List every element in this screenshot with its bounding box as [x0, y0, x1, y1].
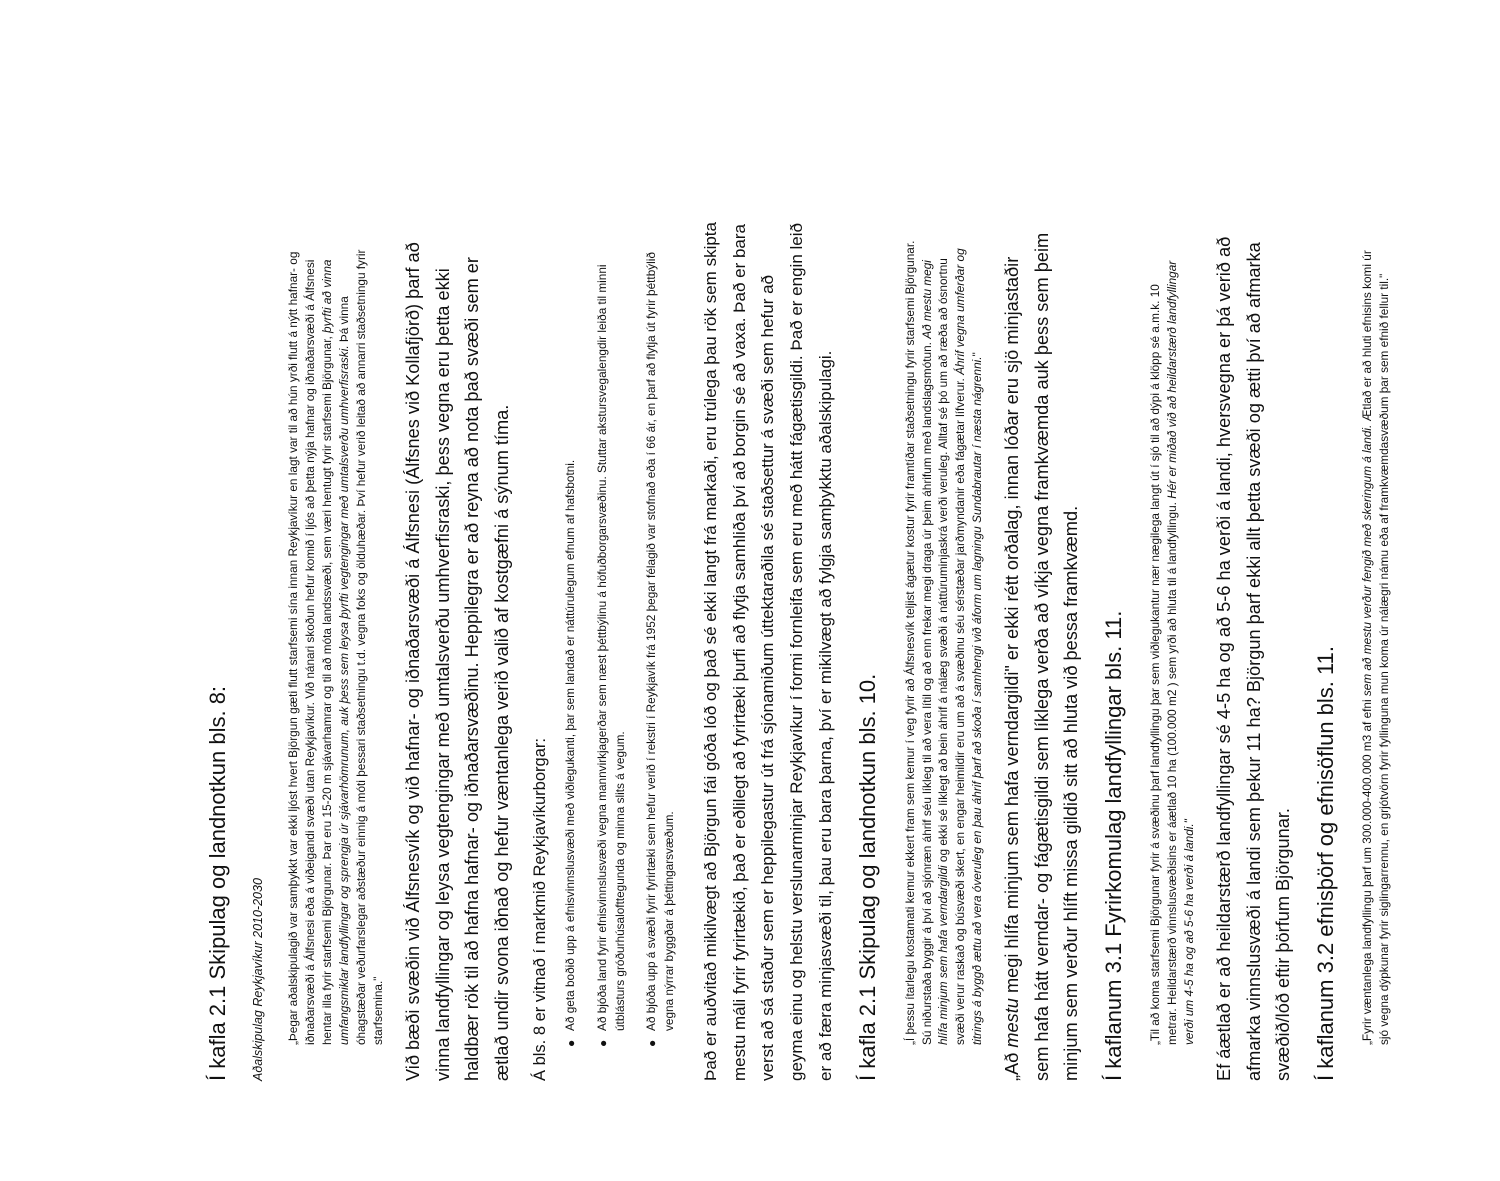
goals-bullet-list	[562, 221, 678, 1081]
body-paragraph-markmid: Á bls. 8 er vitnað í markmið Reykjavíkurborgar:	[531, 737, 550, 1081]
paragraph-emphasis: mestu	[1002, 997, 1023, 1048]
quote-text: "	[970, 351, 985, 356]
rotated-page-content	[100, 181, 1400, 1181]
bullet-text: Að geta boðið upp á efnisvinnslusvæði með viðlegukanti, þar sem landað er náttúrulegum efnum af hafsbotni.	[563, 459, 578, 1031]
source-citation: Aðalskipulag Reykjavíkur 2010-2030	[251, 877, 266, 1081]
body-paragraph-bjorgun-lod: Það er auðvitað mikilvægt að Björgun fái góða lóð og það sé ekki langt frá markaði, eru trúlega þau rök sem skipta mestu máli fyrir fyrirtækið, það er eðlilegt að fyrirtæki þurfi að flytja samhliða því að borgin sé að vaxa. Það er bara verst að sá staður sem er heppilegastur út frá sjónamiðum úttektaraðila sé staðsettur á svæði sem hefur að geyma einu og helstu verslunarminjar Reykjavíkur í formi fornleifa sem eru með hátt fágætisgildi. Það er engin leið er að færa minjasvæði til, þau eru bara þarna, því er mikilvægt að fylgja samþykktu aðalskipulagi.	[700, 221, 836, 1081]
block-quote-adalskipulag	[285, 221, 387, 1081]
bullet-icon: ●	[645, 1039, 660, 1047]
body-paragraph-minjar	[998, 221, 1086, 1081]
paragraph-text: „Að	[1002, 1047, 1023, 1081]
quote-emphasis: Hér er miðað við að heildarstærð landfyllingar verði um 4-5 ha og að 5-6 ha verði á landi."	[1165, 260, 1197, 1045]
bullet-icon: ●	[564, 1039, 579, 1047]
bullet-text: Að bjóða upp á svæði fyrir fyrirtæki sem hefur verið í rekstri í Reykjavík frá 1952 þegar félagið var stofnað eða í 66 ár, en þarf að flytja út fyrir þéttbýlið vegna nýrrar byggðar á þéttingarsvæðum.	[644, 251, 676, 1031]
bullet-item	[643, 221, 678, 1081]
bullet-item	[594, 221, 629, 1081]
quote-emphasis: Áhrif vegna umferðar og titrings á byggð ættu að vera óveruleg en þau áhrif þarf að skoða í samhengi við áform um lagningu Sundabrautar í næsta nágrenni.	[953, 247, 985, 1045]
section-heading-landfylling: Í kaflanum 3.1 Fyrirkomulag landfyllingar bls. 11.	[1100, 610, 1126, 1081]
body-paragraph-heildarstaerd: Ef áætlað er að heildarstærð landfyllingar sé 4-5 ha og að 5-6 ha verði á landi, hversvegna er þá verið að afmarka vinnslusvæði á landi sem þekur 11 ha? Björgun þarf ekki allt þetta svæði og ætti því að afmarka svæðið/lóð eftir þörfum Björgunar.	[1214, 236, 1294, 1081]
quote-text: „Fyrir væntanlega landfyllingu þarf um 300.000-400.000 m3 af efni	[1360, 695, 1375, 1045]
body-paragraph-alfsnes: Við bæði svæðin við Álfsnesvík og við hafnar- og iðnaðarsvæði á Álfsnesi (Álfsnes við Kollafjörð) þarf að vinna landfyllingar og leysa vegtengingar með umtalsverðu umhverfisraski, þess vegna eru þetta ekki haldbær rök til að hafna hafnar- og iðnaðarsvæðinu. Heppilegra er að reyna að nota það svæði sem er ætlað undir svona iðnað og hefur væntanlega verið valið af kostgæfni á sýnum tíma.	[403, 241, 512, 1081]
quote-emphasis: Að mestu megi hlífa minjum sem hafa verndargildi	[919, 259, 951, 1045]
bullet-icon: ●	[595, 1039, 610, 1047]
quote-text: og ekki sé líklegt að bein áhrif á nálæg svæði á náttúruminjaskrá verði veruleg. Alltaf sé þó um að ræða að ósnortnu svæði verur raskað og búsvæði skert, en engar heimildir eru um að á svæðinu séu sérstæðar jarðmyndanir eða fágætar lífverur.	[936, 257, 968, 1045]
quote-emphasis: sem að mestu verður fengið með skeringum á landi.	[1360, 424, 1375, 696]
quote-text: „Til að koma starfsemi Björgunar fyrir á svæðinu þarf landfyllingu þar sem viðlegukantur nær nægilega langt út í sjó til að dýpi á klöpp sé a.m.k. 10 metrar. Heildarstærð vinnslusvæðisins er áætlað 10 ha (100.000 m2 ) sem yrði að hluta til á landfyllingu.	[1148, 283, 1180, 1045]
quote-text: Þá vinna óhagstæðar veðurfarslegar aðstæður einnig á móti þessari staðsetningu t.d. vegna foks og ölduhæðar. Því hefur verið leitað að annarri staðsetningu fyrir starfsemina."	[337, 249, 386, 1045]
paragraph-text: megi hlífa minjum sem hafa verndargildi" er ekki rétt orðalag, innan lóðar eru sjö minjastaðir sem hafa hátt verndar- og fágætisgildi sem líklega verða að víkja vegna framkvæmda auk þess sem þeim minjum sem verður hlíft missa gildið sitt að hluta við þessa framkvæmd.	[1002, 232, 1082, 1081]
section-heading-efnisthorf: Í kaflanum 3.2 efnisþörf og efnisöflun bls. 11.	[1312, 645, 1338, 1081]
block-quote-efnisthorf	[1359, 221, 1393, 1081]
quote-text: „Þegar aðalskipulagið var samþykkt var ekki ljóst hvert Björgun gæti flutt starfsemi sína innan Reykjavíkur en lagt var til að hún yrði flutt á nýtt hafnar- og iðnaðarsvæði á Álfsnesi eða á viðeigandi svæði utan Reykjavíkur. Við nánari skoðun hefur komið í ljós að þetta nýja hafnar og iðnaðarsvæði á Álfsnesi hentar illa fyrir starfsemi Björgunar. Þar eru 15-20 m sjávarhamrar og til að móta landssvæði, sem væri hentugt fyrir starfsemi Björgunar,	[286, 251, 335, 1045]
quote-text: „Í þessu ítarlegu kostamati kemur ekkert fram sem kemur í veg fyrir að Álfsnesvík teljist ágætur kostur fyrir framtíðar staðsetningu fyrir starfsemi Björgunar. Sú niðurstaða byggir á því að sjónræn áhrif séu líkleg til að vera lítil og að enn frekar megi draga úr þeim áhrifum með landslagsmótun.	[902, 240, 934, 1045]
section-heading-skipulag-bls-10: Í kafla 2.1 Skipulag og landnotkun bls. 10.	[855, 673, 881, 1081]
section-heading-skipulag-bls-8: Í kafla 2.1 Skipulag og landnotkun bls. 8:	[205, 685, 230, 1081]
quote-text: Ætlað er að hluti efnisins komi úr sjó vegna dýpkunar fyrir siglingarrennu, en grjótvörn fyrir fyllinguna mun koma úr nálægri námu eða af framkvæmdasvæðum þar sem efnið fellur til."	[1360, 249, 1392, 1045]
quote-emphasis: þyrfti að vinna umfangsmiklar landfyllingar og sprengja úr sjávarhömrunum, auk þess sem leysa þyrfti vegtengingar með umtalsverðu umhverfisraski.	[320, 259, 352, 1045]
bullet-text: Að bjóða land fyrir efnisvinnslusvæði vegna mannvirkjagerðar sem næst þéttbýlinu á höfuðborgarsvæðinu. Stuttar akstursvegalengdir leiða til minni útblásturs gróðurhúsalofttegunda og minna slits á vegum.	[594, 263, 627, 1031]
block-quote-landfylling	[1147, 221, 1198, 1081]
bullet-item	[562, 221, 580, 1081]
block-quote-kostamat	[902, 221, 987, 1081]
